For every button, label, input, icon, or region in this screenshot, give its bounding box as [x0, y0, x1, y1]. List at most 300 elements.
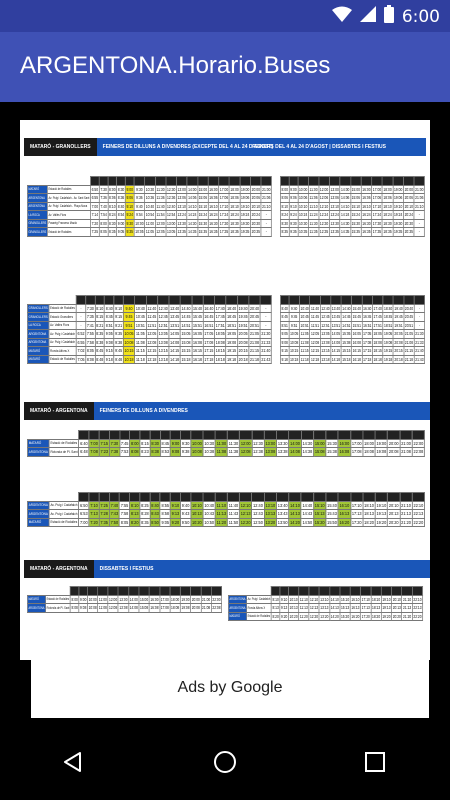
timetable-header-cell — [170, 587, 180, 596]
timetable-header-cell — [211, 587, 221, 596]
time-cell: 10:40 — [300, 305, 309, 311]
time-cell: 15:40 — [192, 305, 202, 311]
stop-town: GRANOLLERS — [27, 228, 47, 237]
time-cell: 11:08 — [136, 339, 145, 345]
timetable-header-cell — [187, 177, 198, 186]
stop-name: Av. Puig i Cadafalch — [49, 338, 76, 347]
timetable-header-cell — [264, 431, 276, 440]
stop-name: Av. Puig i Cadafalch — [49, 510, 79, 519]
time-cell: 12:00 — [109, 596, 118, 602]
time-cell: 19:40 — [394, 305, 403, 311]
time-cell: 16:45 — [363, 314, 372, 320]
timetable-header-cell — [289, 296, 299, 305]
time-cell: 12:50 — [253, 519, 263, 525]
time-cell: 22:08 — [212, 605, 221, 611]
timetable-header-cell — [363, 493, 375, 502]
time-cell: 17:30 — [219, 220, 229, 226]
time-cell: 8:36 — [117, 195, 125, 201]
section2-header — [24, 402, 430, 420]
section1-table-back — [27, 295, 272, 364]
section3-table-back — [228, 586, 423, 621]
timetable-header-cell — [299, 296, 309, 305]
time-cell: 21:20 — [401, 519, 411, 525]
time-cell: 8:30 — [109, 220, 116, 226]
time-cell: 18:10 — [372, 596, 381, 602]
time-cell: 8:30 — [117, 186, 125, 192]
time-cell: 17:05 — [363, 331, 372, 337]
section2-route: MATARÓ - ARGENTONA — [24, 402, 94, 420]
time-cell: 16:10 — [339, 502, 350, 508]
table-row — [27, 194, 271, 203]
time-cell: 9:40 — [134, 202, 145, 211]
time-cell: 12:38 — [253, 449, 263, 455]
time-cell: 17:24 — [219, 212, 229, 218]
time-cell: 9:10 — [290, 203, 297, 209]
time-cell: 9:45 — [289, 313, 299, 322]
time-cell: 8:40 — [281, 305, 288, 311]
table-row — [280, 211, 424, 220]
time-cell: 20:06 — [404, 195, 413, 201]
time-cell: 15:50 — [327, 519, 337, 525]
time-cell: 8:10 — [96, 305, 104, 311]
time-cell: 12:08 — [109, 605, 118, 611]
time-cell: 9:10 — [280, 596, 288, 602]
time-cell: 18:10 — [230, 203, 239, 209]
timetable-header-cell — [227, 493, 239, 502]
time-cell: 9:35 — [115, 331, 123, 337]
time-cell: 9:10 — [171, 502, 180, 508]
back-icon — [62, 751, 84, 778]
time-cell: 20:15 — [394, 348, 403, 354]
stop-town: MATARÓ — [27, 185, 47, 194]
time-cell: 14:08 — [170, 339, 180, 345]
time-cell: 15:38 — [327, 449, 337, 455]
time-cell: 6:40 — [80, 440, 88, 446]
timetable-header-cell — [309, 587, 319, 596]
time-cell: 11:30 — [156, 186, 165, 192]
table-row — [27, 211, 271, 220]
time-cell: 11:43 — [228, 511, 239, 517]
time-cell: 18:18 — [215, 356, 225, 362]
time-cell: 21:40 — [261, 348, 271, 354]
ads-banner[interactable] — [31, 657, 429, 718]
time-cell: 10:10 — [298, 203, 308, 209]
cell-signal-icon — [360, 6, 376, 27]
timetable-header-cell — [392, 587, 402, 596]
timetable-header-cell — [400, 493, 412, 502]
time-cell: 17:08 — [351, 449, 362, 455]
time-cell: 9:51 — [289, 321, 299, 330]
time-cell: 16:13 — [351, 605, 360, 611]
home-button[interactable] — [205, 744, 245, 784]
time-cell: 21:15 — [249, 348, 259, 354]
timetable-header-cell — [191, 493, 203, 502]
time-cell: 18:05 — [215, 331, 225, 337]
time-cell: 19:15 — [227, 348, 237, 354]
time-cell: 8:20 — [130, 519, 139, 525]
time-cell: 20:24 — [404, 212, 413, 218]
time-cell: 17:45 — [373, 314, 382, 320]
time-cell: 9:30 — [126, 220, 134, 226]
time-cell: 9:36 — [134, 194, 145, 203]
time-cell: 19:51 — [238, 322, 248, 328]
timetable-header-cell — [114, 296, 123, 305]
time-cell: 10:20 — [289, 613, 298, 619]
app-bar — [0, 32, 450, 102]
timetable-header-cell — [351, 431, 363, 440]
stop-name: Rotonda de Pl. Sant — [49, 448, 79, 457]
time-cell: 7:13 — [90, 511, 98, 517]
time-cell: 20:08 — [191, 605, 200, 611]
time-cell: 20:35 — [404, 229, 413, 235]
stop-town: MATARÓ — [27, 595, 45, 604]
time-cell: - — [260, 313, 271, 322]
time-cell: 11:00 — [145, 220, 155, 226]
time-cell: 11:05 — [136, 331, 145, 337]
time-cell: 14:00 — [290, 440, 300, 446]
time-cell: 12:08 — [310, 339, 320, 345]
time-cell: 17:00 — [160, 596, 169, 602]
timetable-header-cell — [108, 587, 118, 596]
time-cell: 21:10 — [401, 502, 411, 508]
time-cell: 12:30 — [253, 440, 263, 446]
time-cell: 15:30 — [198, 220, 208, 226]
time-cell: 11:18 — [136, 356, 145, 362]
time-cell: 17:00 — [372, 186, 382, 192]
time-cell: 14:43 — [302, 511, 313, 517]
time-cell: 17:08 — [204, 339, 214, 345]
table-row — [27, 304, 271, 313]
time-cell: 7:43 — [110, 511, 119, 517]
timetable-header-cell — [271, 587, 280, 596]
time-cell: - — [261, 228, 272, 237]
table-row — [280, 313, 424, 322]
table-row — [27, 501, 424, 510]
timetable — [27, 430, 425, 457]
time-cell: 15:45 — [192, 314, 202, 320]
time-cell: 11:18 — [300, 356, 309, 362]
time-cell: 18:24 — [383, 212, 392, 218]
status-icons — [332, 5, 440, 28]
time-cell: 10:54 — [145, 212, 155, 218]
stop-town: MATARÓ — [27, 439, 49, 448]
time-cell: 12:43 — [253, 511, 263, 517]
timetable-header-cell — [320, 296, 330, 305]
time-cell: 11:40 — [311, 305, 320, 311]
time-cell: 13:13 — [265, 511, 276, 517]
back-button[interactable] — [53, 744, 93, 784]
time-cell: 15:10 — [198, 203, 208, 209]
time-cell: 8:24 — [281, 212, 288, 218]
time-cell: 9:40 — [123, 304, 134, 313]
time-cell: 13:43 — [277, 511, 288, 517]
timetable-header-row — [280, 177, 424, 186]
time-cell: 14:20 — [290, 519, 300, 525]
time-cell: 21:08 — [202, 605, 211, 611]
time-cell: 20:30 — [251, 220, 260, 226]
stop-town: ARGENTONA — [27, 194, 47, 203]
time-cell: 17:45 — [215, 314, 225, 320]
time-cell: 9:30 — [290, 220, 297, 226]
stop-town: GRANOLLERS — [27, 219, 47, 228]
time-cell: 15:51 — [352, 322, 361, 328]
time-cell: 8:35 — [96, 331, 104, 337]
time-cell: 15:08 — [342, 339, 351, 345]
time-cell: 8:05 — [86, 348, 94, 354]
stop-name: Av. Puig i Cadafalch — [247, 595, 272, 604]
time-cell: 11:15 — [136, 348, 145, 354]
time-cell: 9:13 — [171, 511, 180, 517]
time-cell: 8:40 — [117, 203, 125, 209]
time-cell: 14:24 — [341, 212, 350, 218]
time-cell: 17:18 — [204, 356, 214, 362]
stop-name: Av. Puig i Cadafalch - Plaça Nova — [47, 202, 90, 211]
time-cell: 15:24 — [351, 212, 360, 218]
time-cell: 12:40 — [321, 305, 330, 311]
time-cell: 7:50 — [110, 519, 119, 525]
time-cell: 16:08 — [352, 339, 361, 345]
time-cell: 12:18 — [310, 356, 320, 362]
stop-town: ARGENTONA — [27, 330, 49, 339]
time-cell: 19:10 — [393, 203, 403, 209]
time-cell: 12:13 — [309, 605, 319, 611]
time-cell: 11:00 — [216, 440, 227, 446]
timetable-header-cell — [95, 296, 104, 305]
time-cell: 13:30 — [177, 220, 186, 226]
time-cell: 9:35 — [290, 229, 297, 235]
time-cell: 14:20 — [330, 613, 339, 619]
section1-table-out — [27, 176, 272, 237]
time-cell: 15:05 — [181, 331, 191, 337]
table-row — [280, 202, 424, 211]
timetable-header-cell — [226, 296, 237, 305]
timetable-header-cell — [400, 431, 412, 440]
time-cell: 13:08 — [321, 339, 330, 345]
time-cell: 8:50 — [151, 519, 159, 525]
time-cell: 7:08 — [90, 449, 98, 455]
time-cell: 10:40 — [145, 203, 155, 209]
time-cell: 8:58 — [161, 511, 170, 517]
time-cell: 11:36 — [156, 195, 165, 201]
time-cell: 17:15 — [204, 348, 214, 354]
time-cell: 16:30 — [209, 220, 218, 226]
content-area — [0, 102, 450, 720]
time-cell: 13:00 — [265, 440, 276, 446]
time-cell: 15:08 — [140, 605, 149, 611]
time-cell: 7:00 — [90, 440, 98, 446]
time-cell: 17:10 — [219, 203, 229, 209]
time-cell: 15:13 — [314, 511, 325, 517]
time-cell: 10:00 — [135, 220, 144, 226]
time-cell: 19:40 — [238, 305, 248, 311]
time-cell: 13:20 — [265, 519, 276, 525]
time-cell: 9:10 — [115, 305, 123, 311]
timetable-header-cell — [76, 296, 85, 305]
time-cell: 19:05 — [383, 331, 393, 337]
time-cell: 12:15 — [147, 348, 157, 354]
time-cell: 9:20 — [280, 613, 288, 619]
time-cell: 22:20 — [413, 519, 424, 525]
time-cell: 8:45 — [96, 348, 104, 354]
timetable-header-cell — [264, 493, 276, 502]
time-cell: 8:30 — [151, 440, 159, 446]
time-cell: 7:40 — [110, 502, 119, 508]
timetable-header-cell — [130, 493, 140, 502]
timetable-header-cell — [118, 587, 128, 596]
time-cell: 11:00 — [309, 186, 318, 192]
time-cell: 9:43 — [181, 511, 190, 517]
table-row — [27, 228, 271, 237]
time-cell: 18:00 — [171, 596, 180, 602]
time-cell: 6:53 — [80, 511, 88, 517]
time-cell: 8:54 — [117, 212, 125, 218]
stop-name: Ronda Alfons X — [247, 604, 272, 613]
timetable-header-cell — [319, 587, 329, 596]
time-cell: 21:18 — [249, 356, 259, 362]
time-cell: 19:45 — [238, 314, 248, 320]
timetable-header-cell — [146, 296, 157, 305]
time-cell: 8:08 — [130, 449, 139, 455]
time-cell: 21:15 — [404, 348, 414, 354]
time-cell: 10:15 — [124, 348, 134, 354]
timetable-header-cell — [388, 431, 400, 440]
time-cell: 8:06 — [281, 195, 288, 201]
time-cell: 19:13 — [376, 511, 387, 517]
time-cell: 9:38 — [181, 449, 190, 455]
time-cell: 15:30 — [327, 440, 337, 446]
timetable-header-cell — [363, 431, 375, 440]
time-cell: 15:06 — [351, 195, 360, 201]
table-row — [27, 604, 221, 613]
stop-name: Estació Granollers — [49, 313, 76, 322]
stop-town: ARGENTONA — [228, 604, 246, 613]
time-cell: 18:13 — [372, 605, 381, 611]
time-cell: 18:15 — [215, 348, 225, 354]
time-cell: 13:00 — [330, 186, 339, 192]
timetable-header-cell — [361, 587, 371, 596]
time-cell: 15:13 — [340, 605, 350, 611]
time-cell: 16:24 — [362, 212, 371, 218]
time-cell: 18:00 — [383, 186, 392, 192]
timetable-header-cell — [341, 296, 351, 305]
time-cell: 21:00 — [202, 596, 211, 602]
timetable-header-cell — [181, 431, 191, 440]
time-cell: 13:51 — [170, 322, 180, 328]
time-cell: 13:10 — [320, 596, 329, 602]
timetable-header-cell — [79, 431, 89, 440]
time-cell: 19:45 — [394, 314, 403, 320]
time-cell: 12:00 — [156, 220, 165, 226]
time-cell: 11:38 — [228, 449, 239, 455]
time-cell: 19:13 — [382, 605, 391, 611]
time-cell: 18:00 — [230, 186, 239, 192]
time-cell: 15:30 — [351, 220, 360, 226]
timetable-header-cell — [330, 587, 340, 596]
recents-button[interactable] — [355, 744, 395, 784]
time-cell: 15:20 — [314, 519, 325, 525]
timetable-header-cell — [280, 177, 289, 186]
time-cell: 11:45 — [147, 314, 157, 320]
table-row — [27, 313, 271, 322]
time-cell: 12:08 — [147, 339, 157, 345]
time-cell: 7:53 — [120, 449, 129, 455]
time-cell: 15:15 — [342, 348, 351, 354]
timetable-header-cell — [91, 177, 100, 186]
timetable-header-cell — [89, 493, 99, 502]
time-cell: 21:10 — [415, 203, 424, 209]
time-cell: 16:35 — [362, 229, 371, 235]
time-cell: 9:05 — [281, 331, 288, 337]
time-cell: 13:35 — [330, 229, 339, 235]
time-cell: 7:00 — [80, 519, 88, 525]
time-cell: 21:30 — [261, 331, 271, 337]
time-cell: 8:00 — [109, 186, 116, 192]
timetable-header-cell — [203, 493, 215, 502]
time-cell: 9:18 — [105, 356, 113, 362]
timetable-header-cell — [301, 493, 313, 502]
timetable-header-cell — [239, 493, 251, 502]
time-cell: 6:50 — [80, 502, 88, 508]
time-cell: 9:06 — [126, 195, 134, 201]
time-cell: 9:50 — [181, 519, 190, 525]
table-row — [280, 194, 424, 203]
time-cell: 19:18 — [383, 356, 393, 362]
timetable-header-cell — [158, 296, 169, 305]
schedule-image[interactable] — [20, 120, 430, 660]
time-cell: 14:15 — [170, 348, 180, 354]
time-cell: 22:10 — [413, 596, 422, 602]
time-cell: 13:10 — [177, 203, 186, 209]
time-cell: 16:00 — [150, 596, 159, 602]
time-cell: 8:10 — [130, 502, 139, 508]
time-cell: 17:00 — [351, 440, 362, 446]
timetable-header-row — [27, 177, 271, 186]
time-cell: 9:00 — [171, 440, 180, 446]
time-cell: 17:20 — [361, 613, 370, 619]
time-cell: 13:08 — [265, 449, 276, 455]
time-cell: 9:05 — [105, 331, 113, 337]
time-cell: 8:21 — [96, 322, 104, 328]
timetable-header-cell — [310, 296, 320, 305]
stop-name: Av. Vallès Flors — [49, 321, 76, 330]
timetable-header-cell — [215, 431, 227, 440]
stop-name: Estació de Rodalies — [247, 612, 272, 621]
time-cell: 21:00 — [415, 186, 424, 192]
time-cell: 11:10 — [299, 596, 308, 602]
table-row — [27, 219, 271, 228]
time-cell: 7:00 — [91, 203, 99, 209]
time-cell: 7:25 — [100, 502, 108, 508]
time-cell: 19:51 — [394, 322, 403, 328]
time-cell: 16:08 — [150, 605, 159, 611]
time-cell: 16:05 — [352, 331, 361, 337]
time-cell: 12:20 — [240, 519, 251, 525]
time-cell: 10:45 — [135, 314, 145, 320]
time-cell: 18:00 — [364, 440, 374, 446]
timetable-header-cell — [79, 493, 89, 502]
time-cell: 9:35 — [126, 229, 134, 235]
time-cell: 9:08 — [281, 339, 288, 345]
timetable — [280, 176, 425, 237]
timetable-header-row — [27, 587, 221, 596]
stop-name: Estació de Rodalies — [47, 185, 90, 194]
timetable-header-cell — [150, 431, 160, 440]
time-cell: 6:50 — [91, 186, 99, 192]
time-cell: 15:35 — [198, 229, 208, 235]
time-cell: 19:08 — [383, 339, 393, 345]
timetable-header-row — [27, 431, 424, 440]
time-cell: 10:18 — [290, 356, 299, 362]
